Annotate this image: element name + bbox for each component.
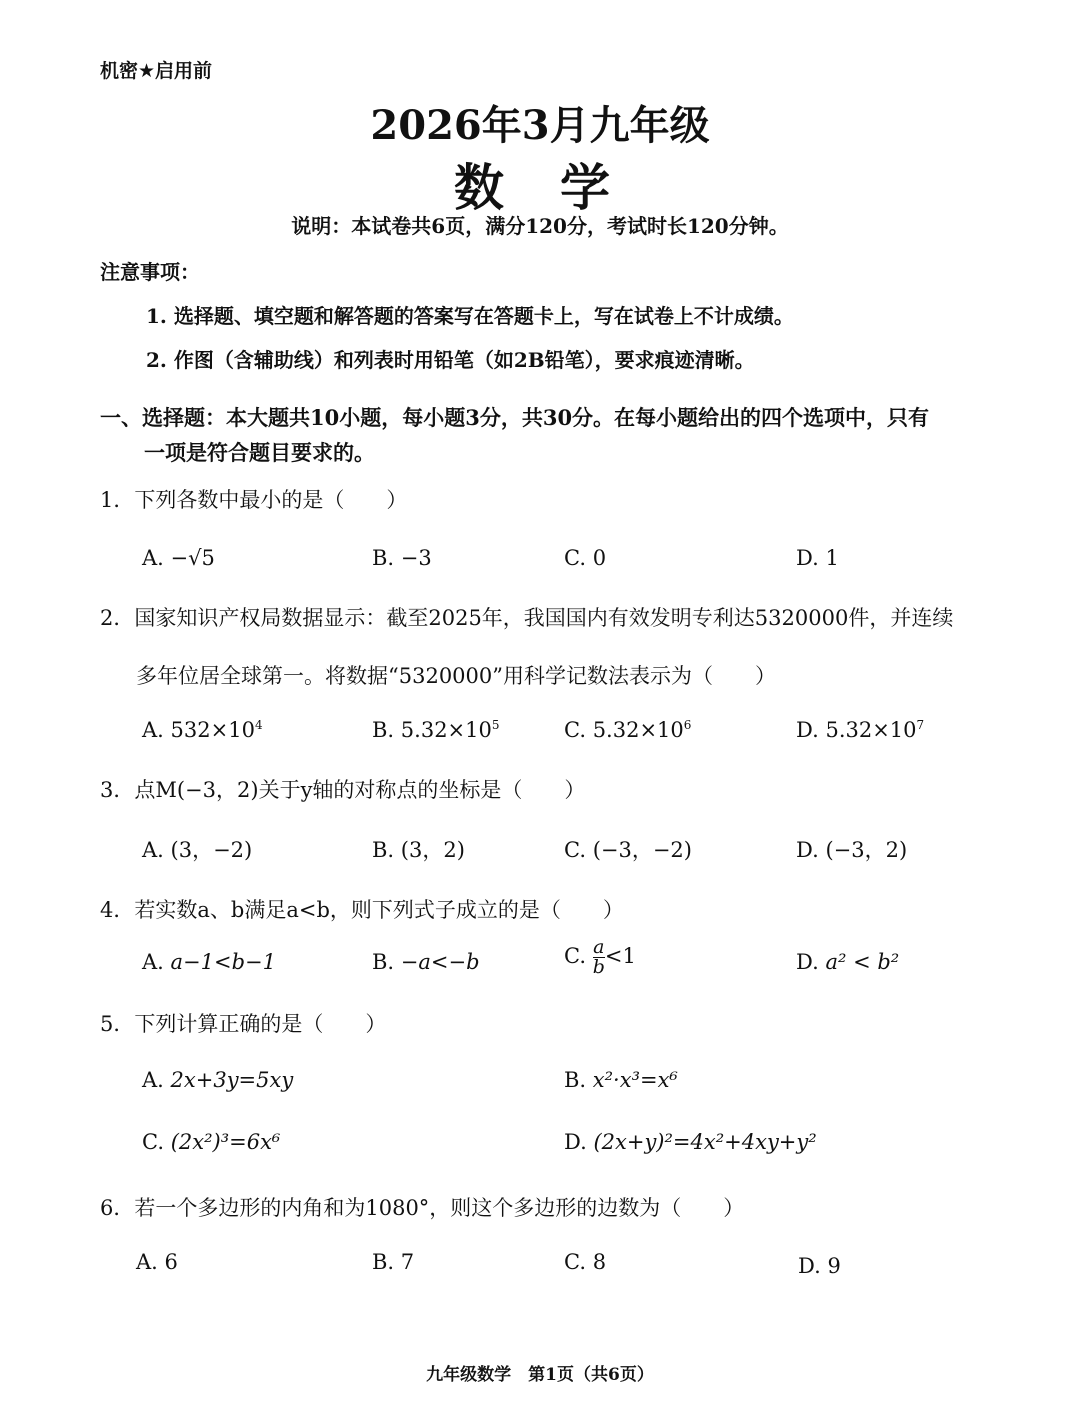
question-6-stem: 6．若一个多边形的内角和为1080°，则这个多边形的边数为（ ） xyxy=(100,1196,745,1220)
q5-option-b: B. x²·x³=x⁶ xyxy=(564,1068,678,1092)
notice-title: 注意事项： xyxy=(100,260,200,284)
q2-option-c: C. $5.32\times 10^6$ xyxy=(564,718,692,742)
q6-option-d: D. 9 xyxy=(798,1254,841,1278)
q2-option-a: A. $532\times 10^4$ xyxy=(142,718,263,742)
question-1-stem: 1．下列各数中最小的是（ ） xyxy=(100,488,408,512)
q1-option-b: B. −3 xyxy=(372,546,432,570)
question-5-stem: 5．下列计算正确的是（ ） xyxy=(100,1012,387,1036)
q6-option-b: B. 7 xyxy=(372,1250,415,1274)
q5-option-c: C. (2x²)³=6x⁶ xyxy=(142,1130,281,1154)
q3-option-d: D. (−3，2) xyxy=(796,838,908,862)
question-2-stem-line1: 2．国家知识产权局数据显示：截至2025年，我国国内有效发明专利达5320000件，并连续 xyxy=(100,606,954,630)
q6-option-c: C. 8 xyxy=(564,1250,607,1274)
question-3-stem: 3．点M(−3，2)关于y轴的对称点的坐标是（ ） xyxy=(100,778,586,802)
section-heading-line1: 一、选择题：本大题共10小题，每小题3分，共30分。在每小题给出的四个选项中，只有 xyxy=(100,405,930,430)
q4-option-c: C. $\frac{a}{b}$ <1 xyxy=(564,936,636,978)
question-4-stem: 4．若实数a、b满足a<b，则下列式子成立的是（ ） xyxy=(100,898,624,922)
q3-option-c: C. (−3，−2) xyxy=(564,838,692,862)
q5-option-a: A. 2x+3y=5xy xyxy=(142,1068,294,1092)
section-heading-line2: 一项是符合题目要求的。 xyxy=(144,440,375,465)
exam-explanation: 说明：本试卷共6页，满分120分，考试时长120分钟。 xyxy=(291,214,789,238)
q1-option-d: D. 1 xyxy=(796,546,839,570)
q4-option-b: B. −a<−b xyxy=(372,950,480,974)
q1-option-a: A. −√5 xyxy=(142,546,215,570)
notice-item-2: 2. 作图（含辅助线）和列表时用铅笔（如2B铅笔），要求痕迹清晰。 xyxy=(146,348,755,372)
q4-option-a: A. a−1<b−1 xyxy=(142,950,277,974)
q1-option-c: C. 0 xyxy=(564,546,607,570)
q3-option-a: A. (3，−2) xyxy=(142,838,253,862)
q2-option-b: B. $5.32\times 10^5$ xyxy=(372,718,500,742)
confidential-label: 机密★启用前 xyxy=(100,60,213,82)
question-2-stem-line2: 多年位居全球第一。将数据“5320000”用科学记数法表示为（ ） xyxy=(136,664,776,688)
q6-option-a: A. 6 xyxy=(136,1250,178,1274)
q5-option-d: D. (2x+y)²=4x²+4xy+y² xyxy=(564,1130,817,1154)
exam-title: 2026年3月九年级 xyxy=(370,102,710,149)
q4-option-d: D. a² < b² xyxy=(796,950,900,974)
fraction: $\frac{a}{b}$ xyxy=(592,936,605,978)
exam-subject: 数学 xyxy=(454,158,666,217)
notice-item-1: 1. 选择题、填空题和解答题的答案写在答题卡上，写在试卷上不计成绩。 xyxy=(146,304,794,328)
q2-option-d: D. $5.32\times 10^7$ xyxy=(796,718,925,742)
q3-option-b: B. (3，2) xyxy=(372,838,465,862)
page-footer: 九年级数学 第1页（共6页） xyxy=(426,1365,654,1385)
